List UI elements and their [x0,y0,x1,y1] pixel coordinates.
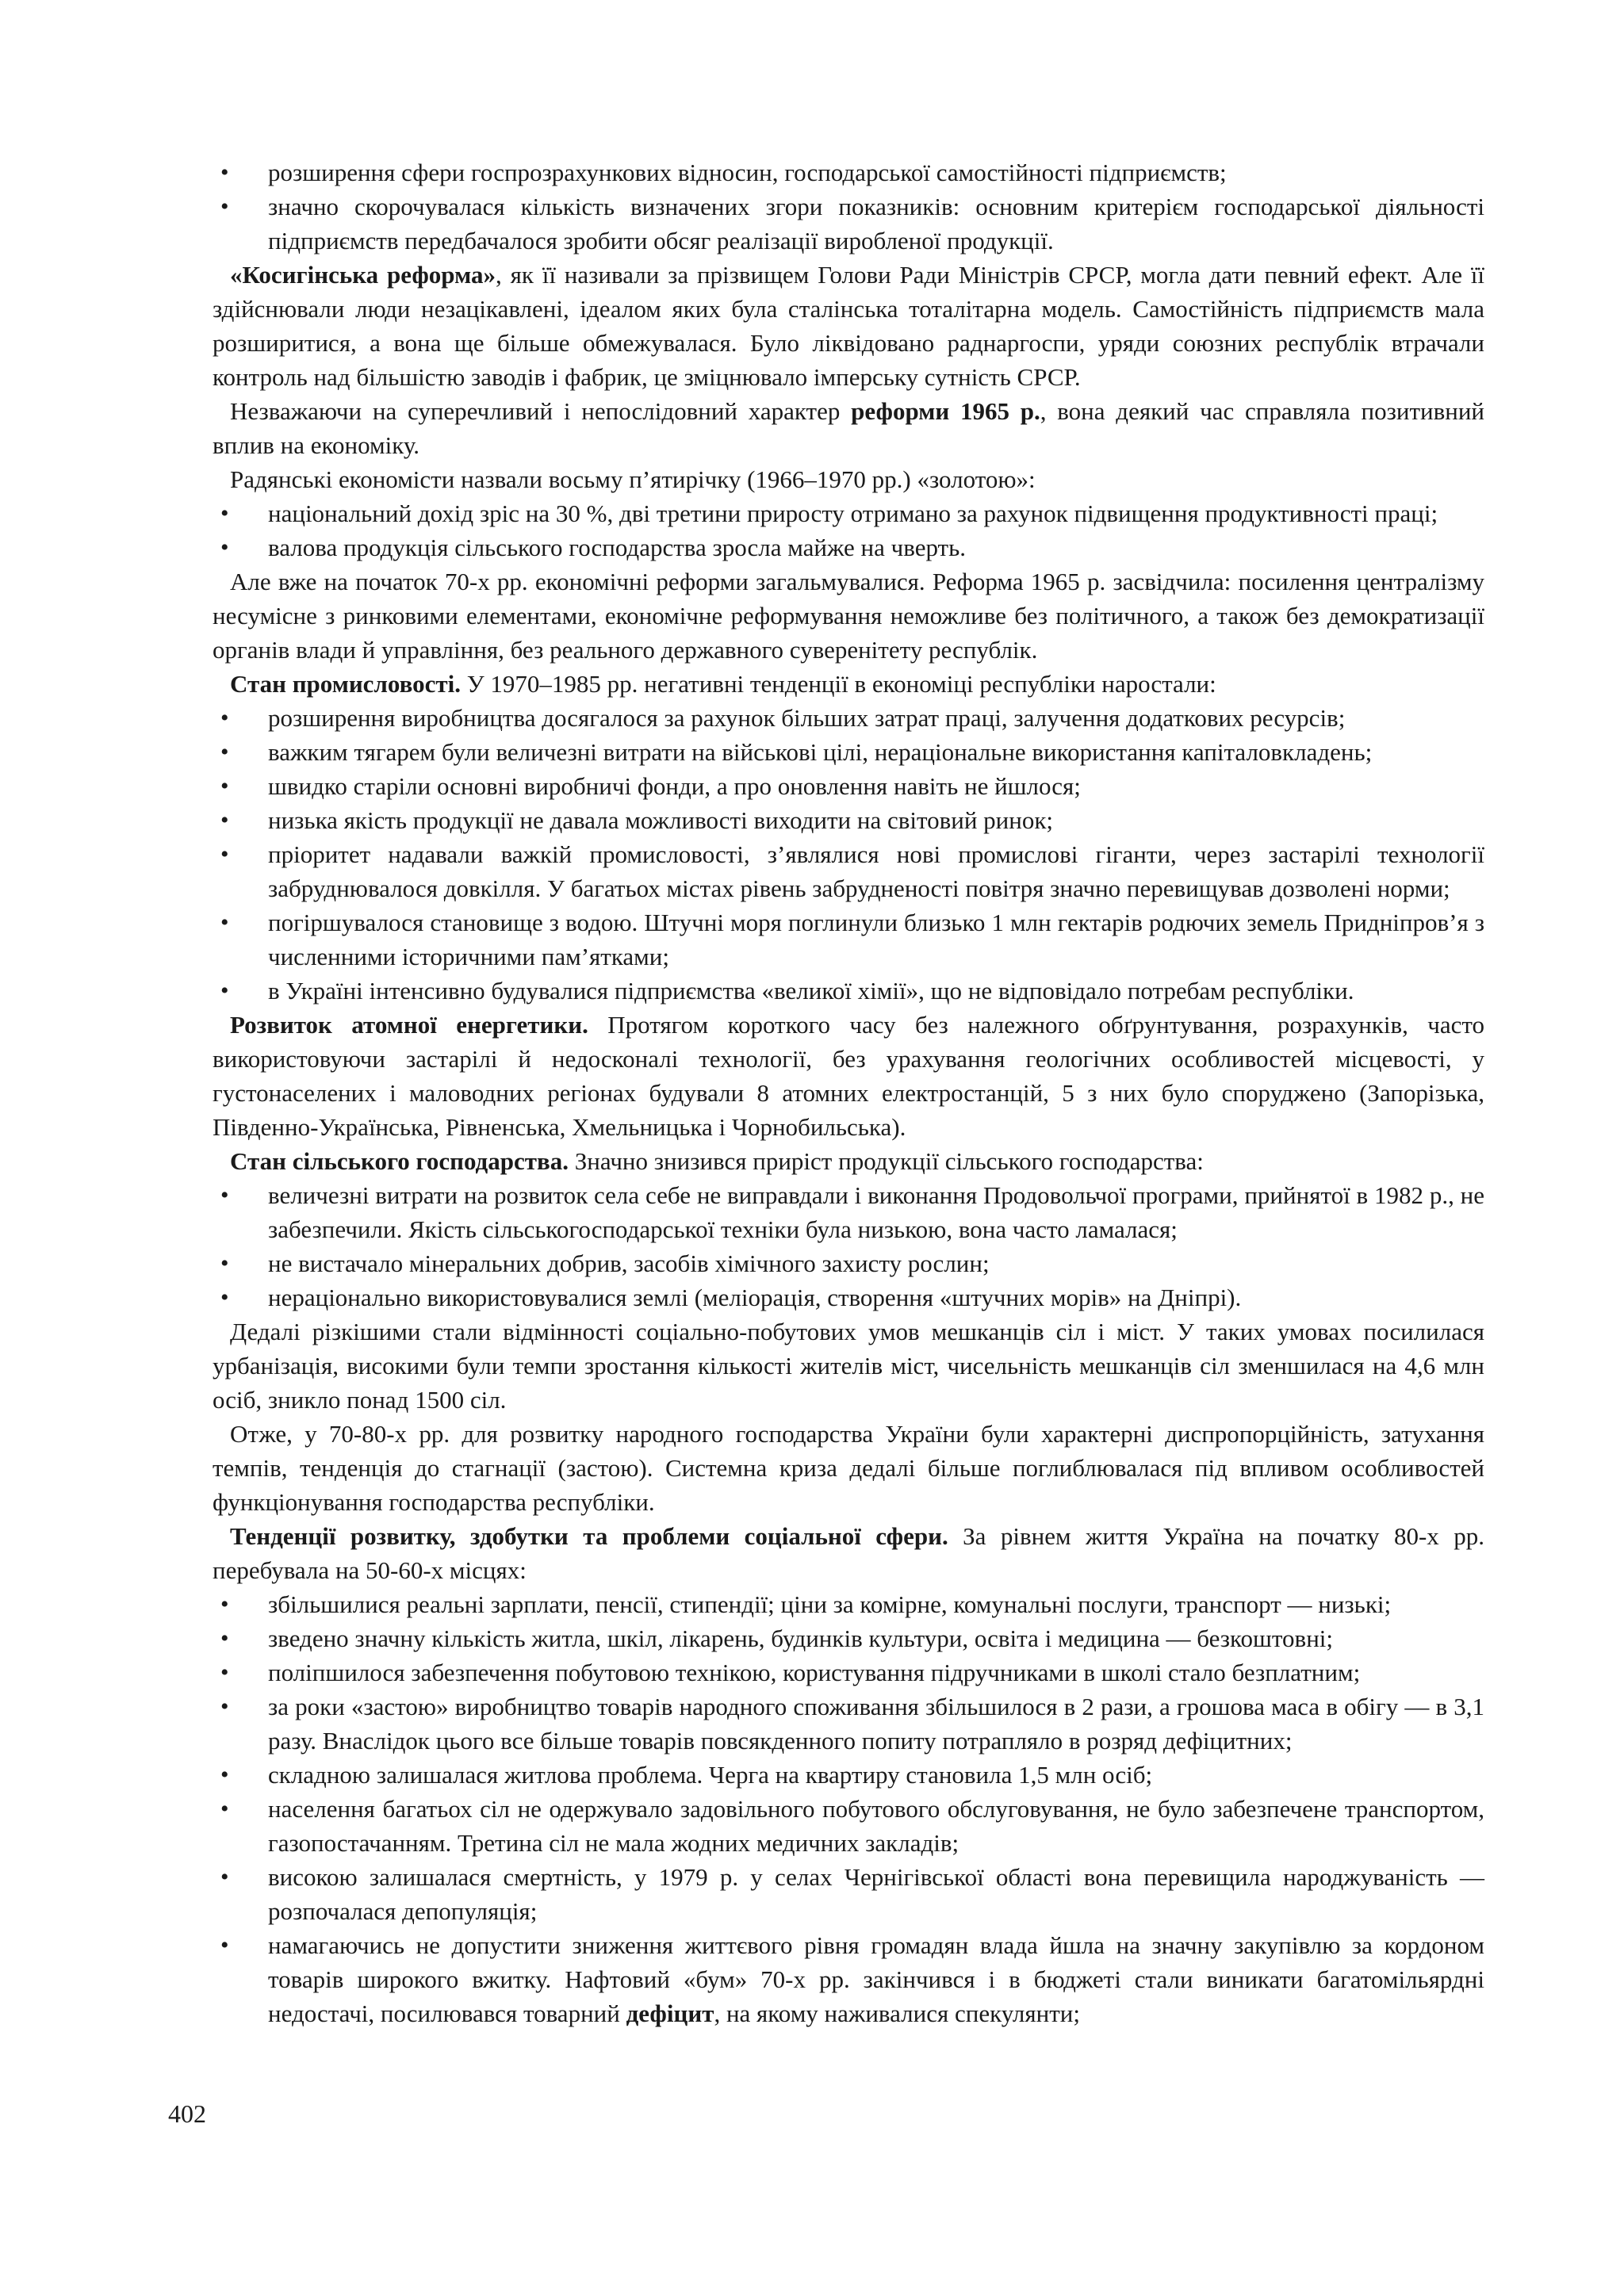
text-run: збільшилися реальні зарплати, пенсії, стипендії; ціни за комірне, комунальні послуги, транспорт — низькі; [268,1590,1392,1618]
bullet-list [213,155,1484,258]
list-item [213,974,1484,1008]
text-run: за роки «застою» виробництво товарів народного споживання збільшилося в 2 рази, а грошова маса в обігу — в 3,1 разу. Внаслідок цього все більше товарів повсякденного попиту потрапляло в розряд дефіцитних; [268,1693,1484,1755]
text-run: Незважаючи на суперечливий і непослідовний характер [230,397,852,425]
text-run: низька якість продукції не давала можливості виходити на світовий ринок; [268,806,1054,834]
text-run: За рівнем життя Україна на початку 80-х рр. перебувала на 50-60-х місцях: [213,1522,1484,1584]
list-item [213,803,1484,837]
list-item [213,1246,1484,1280]
text-run: Протягом короткого часу без належного обґрунтування, розрахунків, часто використовуючи застарілі й недосконалі технології, без урахування геологічних особливостей місцевості, у густонаселених і маловодних регіонах будували 8 атомних електростанцій, 5 з них було споруджено (Запорізька, Південно-Українська, Рівненська, Хмельницька і Чорнобильська). [213,1011,1485,1141]
list-item [213,496,1484,530]
bold-term: Тенденції розвитку, здобутки та проблеми соціальної сфери. [230,1522,948,1550]
list-item [213,701,1484,735]
list-item [213,1655,1484,1689]
text-run: населення багатьох сіл не одержувало задовільного побутового обслуговування, не було забезпечене транспортом, газопостачанням. Третина сіл не мала жодних медичних закладів; [268,1795,1484,1857]
page-number: 402 [168,2099,206,2128]
bold-term: Розвиток атомної енергетики. [230,1011,588,1039]
text-run: нераціонально використовувалися землі (меліорація, створення «штучних морів» на Дніпрі). [268,1284,1242,1311]
text-run: погіршувалося становище з водою. Штучні моря поглинули близько 1 млн гектарів родючих земель Придніпров’я з численними історичними пам’ятками; [268,909,1484,970]
list-item [213,1689,1484,1758]
text-run: У 1970–1985 рр. негативні тенденції в економіці республіки наростали: [460,670,1216,698]
page-body [213,155,1484,2030]
section-paragraph [213,1519,1484,1587]
text-run: Значно знизився приріст продукції сільського господарства: [568,1147,1204,1175]
paragraph [213,1314,1484,1417]
text-run: не вистачало мінеральних добрив, засобів хімічного захисту рослин; [268,1249,990,1277]
section-paragraph [213,1144,1484,1178]
list-item [213,155,1484,189]
list-item [213,1621,1484,1655]
text-run: Але вже на початок 70-х рр. економічні реформи загальмувалися. Реформа 1965 р. засвідчила: посилення централізму несумісне з ринковими елементами, економічне реформування неможливе без політичного, а також без демократизації органів влади й управління, без реального державного суверенітету республік. [213,568,1484,664]
text-run: національний дохід зріс на 30 %, дві третини приросту отримано за рахунок підвищення продуктивності праці; [268,499,1438,527]
text-run: , вона деякий час справляла позитивний вплив на економіку. [213,397,1484,459]
paragraph [213,394,1484,462]
text-run: Дедалі різкішими стали відмінності соціально-побутових умов мешканців сіл і міст. У таких умовах посилилася урбанізація, високими були темпи зростання кількості жителів міст, чисельність мешканців сіл зменшилася на 4,6 млн осіб, зникло понад 1500 сіл. [213,1318,1484,1414]
bullet-list [213,701,1484,1008]
list-item [213,1587,1484,1621]
text-run: , як її називали за прізвищем Голови Ради Міністрів СРСР, могла дати певний ефект. Але її здійснювали люди незацікавлені, ідеалом яких була сталінська тоталітарна модель. Самостійність підприємств мала розширитися, а вона ще більше обмежувалася. Було ліквідовано раднаргоспи, уряди союзних республік втрачали контроль над більшістю заводів і фабрик, це зміцнювало імперську сутність СРСР. [213,261,1485,391]
text-run: Отже, у 70-80-х рр. для розвитку народного господарства України були характерні диспропорційність, затухання темпів, тенденція до стагнації (застою). Системна криза дедалі більше поглиблювалася під впливом особливостей функціонування господарства республіки. [213,1420,1484,1516]
text-run: намагаючись не допустити зниження життєвого рівня громадян влада йшла на значну закупівлю за кордоном товарів широкого вжитку. Нафтовий «бум» 70-х рр. закінчився і в бюджеті стали виникати багатомільярдні недостачі, посилювався товарний [268,1931,1484,2027]
text-run: важким тягарем були величезні витрати на військові цілі, нераціональне використання капіталовкладень; [268,738,1373,766]
text-run: величезні витрати на розвиток села себе не виправдали і виконання Продовольчої програми, прийнятої в 1982 р., не забезпечили. Якість сільськогосподарської техніки була низькою, вона часто ламалася; [268,1181,1484,1243]
bold-term: дефіцит [626,1999,714,2027]
text-run: високою залишалася смертність, у 1979 р. у селах Чернігівської області вона перевищила народжуваність — розпочалася депопуляція; [268,1863,1484,1925]
list-item [213,1758,1484,1792]
list-item [213,1792,1484,1860]
list-item [213,530,1484,564]
text-run: значно скорочувалася кількість визначених згори показників: основним критерієм господарської діяльності підприємств передбачалося зробити обсяг реалізації виробленої продукції. [268,193,1484,254]
section-paragraph [213,1008,1484,1144]
text-run: поліпшилося забезпечення побутовою технікою, користування підручниками в школі стало безплатним; [268,1659,1361,1686]
text-run: швидко старіли основні виробничі фонди, а про оновлення навіть не йшлося; [268,772,1081,800]
text-run: розширення сфери госпрозрахункових відносин, господарської самостійності підприємств; [268,159,1227,186]
list-item [213,837,1484,905]
paragraph [213,462,1484,496]
list-item [213,905,1484,974]
list-item [213,1178,1484,1246]
bullet-list [213,1587,1484,2030]
section-paragraph [213,258,1484,394]
bullet-list [213,496,1484,564]
bold-term: «Косигінська реформа» [230,261,496,289]
bullet-list [213,1178,1484,1314]
text-run: валова продукція сільського господарства зросла майже на чверть. [268,534,966,561]
list-item [213,1928,1484,2030]
list-item [213,1280,1484,1314]
text-run: зведено значну кількість житла, шкіл, лікарень, будинків культури, освіта і медицина — безкоштовні; [268,1624,1334,1652]
text-run: Радянські економісти назвали восьму п’ятирічку (1966–1970 рр.) «золотою»: [230,465,1036,493]
bold-term: Стан сільського господарства. [230,1147,569,1175]
text-run: в Україні інтенсивно будувалися підприємства «великої хімії», що не відповідало потребам республіки. [268,977,1354,1004]
section-paragraph [213,667,1484,701]
paragraph [213,1417,1484,1519]
list-item [213,735,1484,769]
text-run: пріоритет надавали важкій промисловості, з’являлися нові промислові гіганти, через застарілі технології забруднювалося довкілля. У багатьох містах рівень забрудненості повітря значно перевищував дозволені норми; [268,840,1484,902]
list-item [213,1860,1484,1928]
list-item [213,769,1484,803]
text-run: складною залишалася житлова проблема. Черга на квартиру становила 1,5 млн осіб; [268,1761,1153,1789]
text-run: , на якому наживалися спекулянти; [714,1999,1080,2027]
bold-term: Стан промисловості. [230,670,461,698]
list-item [213,189,1484,258]
text-run: розширення виробництва досягалося за рахунок більших затрат праці, залучення додаткових ресурсів; [268,704,1346,732]
paragraph [213,564,1484,667]
bold-term: реформи 1965 р. [851,397,1040,425]
